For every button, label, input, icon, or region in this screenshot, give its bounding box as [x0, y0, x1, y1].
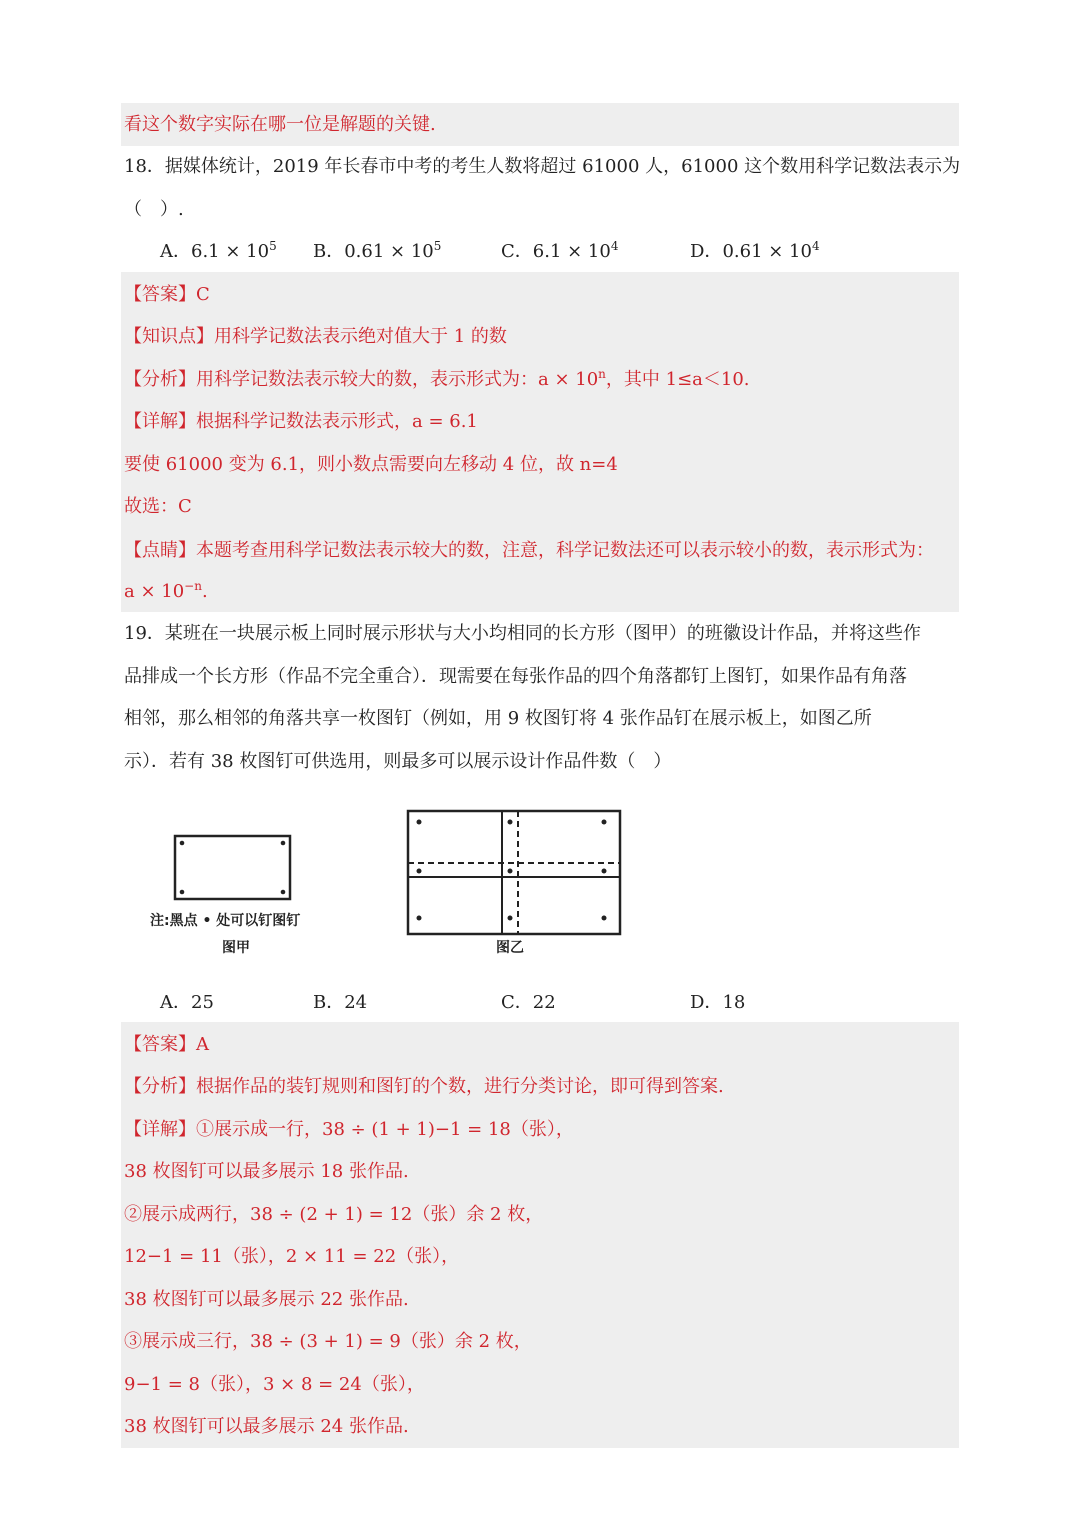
q18-option-d: D．$0.61 \times 10^4$ [690, 239, 820, 262]
q19-option-b: B．24 [313, 992, 368, 1013]
q18-stem-line2: （ ）. [124, 199, 184, 220]
previous-answer-tail: 看这个数字实际在哪一位是解题的关键. [124, 114, 436, 135]
q19-detail-line: 38 枚图钉可以最多展示 24 张作品. [124, 1416, 409, 1437]
q19-stem-line4: 示）．若有 38 枚图钉可供选用，则最多可以展示设计作品件数（ ） [124, 751, 672, 772]
figure-yi [405, 808, 623, 938]
q18-comment-2: $a \times 10^{-n}$. [124, 579, 208, 602]
q19-option-a: A．25 [160, 992, 214, 1013]
q19-answer: 【答案】A [124, 1034, 209, 1055]
q19-stem-line2: 品排成一个长方形（作品不完全重合）．现需要在每张作品的四个角落都钉上图钉，如果作品有角落 [124, 666, 907, 687]
figure-yi-caption: 图乙 [496, 940, 524, 956]
q18-detail: 【详解】根据科学记数法表示形式，a = 6.1 [124, 411, 478, 432]
q19-detail-line: 38 枚图钉可以最多展示 22 张作品. [124, 1289, 409, 1310]
q18-answer: 【答案】C [124, 284, 210, 305]
q18-option-a: A．$6.1 \times 10^5$ [160, 239, 277, 262]
q18-knowledge-point: 【知识点】用科学记数法表示绝对值大于 1 的数 [124, 326, 507, 347]
q19-detail-line: ③展示成三行，38 ÷ (3 + 1) = 9（张）余 2 枚， [124, 1331, 532, 1352]
q18-comment: 【点睛】本题考查用科学记数法表示较大的数，注意，科学记数法还可以表示较小的数，表示形式为： [124, 540, 934, 561]
q19-stem-line1: 19．某班在一块展示板上同时展示形状与大小均相同的长方形（图甲）的班徽设计作品，并将这些作 [124, 623, 921, 644]
q18-choose: 故选：C [124, 496, 192, 517]
figure-jia [170, 830, 300, 905]
q18-option-b: B．$0.61 \times 10^5$ [313, 239, 442, 262]
q18-stem-line1: 18．据媒体统计，2019 年长春市中考的考生人数将超过 61000 人，61000 这个数用科学记数法表示为 [124, 156, 961, 177]
q19-analysis: 【分析】根据作品的装钉规则和图钉的个数，进行分类讨论，即可得到答案. [124, 1076, 724, 1097]
q19-stem-line3: 相邻，那么相邻的角落共享一枚图钉（例如，用 9 枚图钉将 4 张作品钉在展示板上，如图乙所 [124, 708, 872, 729]
q18-analysis: 【分析】用科学记数法表示较大的数，表示形式为：$a \times 10^n$，其中 1≤a＜10. [124, 367, 750, 390]
figure-jia-caption: 图甲 [222, 940, 250, 956]
q19-detail-line: 38 枚图钉可以最多展示 18 张作品. [124, 1161, 409, 1182]
q18-detail-2: 要使 61000 变为 6.1，则小数点需要向左移动 4 位，故 n=4 [124, 454, 618, 475]
q19-option-c: C．22 [501, 992, 556, 1013]
q19-detail-line: ②展示成两行，38 ÷ (2 + 1) = 12（张）余 2 枚， [124, 1204, 544, 1225]
figure-note: 注:黑点 • 处可以钉图钉 [150, 913, 301, 929]
q19-option-d: D．18 [690, 992, 746, 1013]
q19-detail-line: 【详解】①展示成一行，38 ÷ (1 + 1)−1 = 18（张）， [124, 1119, 574, 1140]
q18-option-c: C．$6.1 \times 10^4$ [501, 239, 619, 262]
q19-detail-line: 9−1 = 8（张），3 × 8 = 24（张）， [124, 1374, 425, 1395]
q19-detail-line: 12−1 = 11（张），2 × 11 = 22（张）， [124, 1246, 460, 1267]
